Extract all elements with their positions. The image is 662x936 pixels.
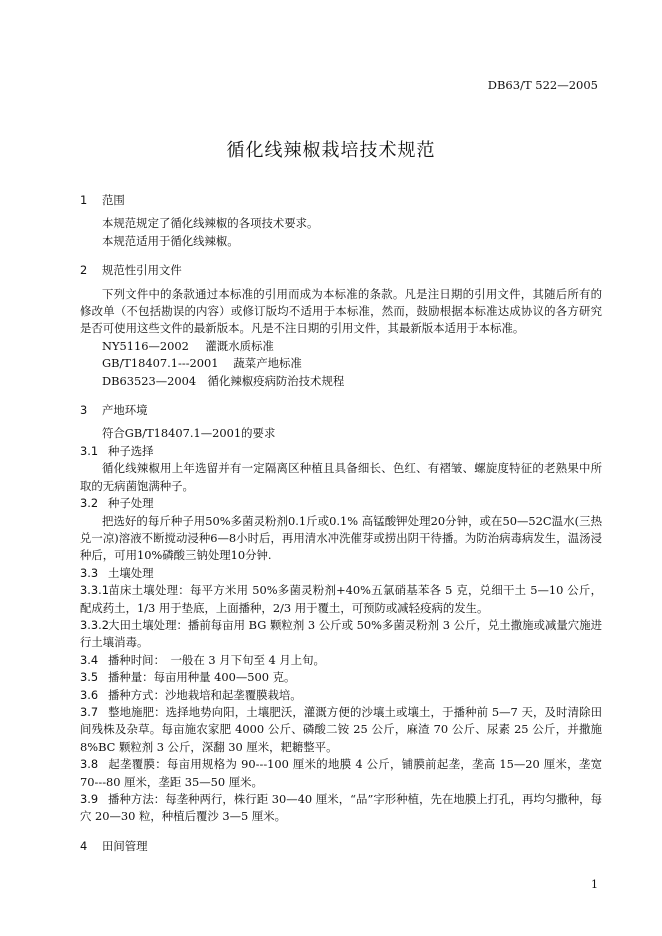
- reference-name: 循化辣椒疫病防治技术规程: [207, 373, 345, 388]
- section-1-heading: [80, 192, 602, 209]
- subsection-3-3-heading: [80, 565, 602, 582]
- clause-text: 起垄覆膜：每亩用规格为 90---100 厘米的地膜 4 公斤，铺膜前起垄，垄高 15—20 厘米，垄宽 70---80 厘米，垄距 35—50 厘米。: [80, 757, 602, 789]
- paragraph: 把选好的每斤种子用50%多菌灵粉剂0.1斤或0.1% 高锰酸钾处理20分钟，或在50—52C温水(三热兑一凉)溶液不断搅动浸种6—8小时后，再用清水冲洗催芽或捞出阴干待播。为防治病毒病发生，温汤浸种后，可用10%磷酸三钠处理10分钟.: [80, 513, 602, 563]
- clause-3-9: [80, 791, 602, 826]
- reference-code: DB63523—2004: [102, 373, 197, 388]
- reference-name: 蔬菜产地标准: [233, 356, 302, 371]
- clause-3-3-1: [80, 582, 602, 617]
- clause-number: 3.9: [80, 792, 99, 806]
- paragraph: 符合GB/T18407.1—2001的要求: [102, 426, 276, 441]
- clause-number: 3.4: [80, 652, 99, 667]
- section-4-heading: [80, 838, 602, 855]
- clause-number: 3.5: [80, 670, 99, 685]
- document-title: 循化线辣椒栽培技术规范: [226, 140, 436, 161]
- subsection-number: 3.1: [80, 443, 99, 458]
- section-number: 1: [80, 193, 88, 207]
- clause-3-3-2: [80, 617, 602, 652]
- page-number: 1: [591, 878, 598, 891]
- clause-text: 播种方式：沙地栽培和起垄覆膜栽培。: [108, 687, 302, 702]
- reference-item: [80, 355, 602, 372]
- clause-number: 3.8: [80, 757, 99, 772]
- subsection-title: 种子选择: [108, 443, 154, 458]
- subsection-number: 3.3: [80, 565, 99, 580]
- clause-3-8: [80, 756, 602, 791]
- section-number: 3: [80, 403, 88, 418]
- subsection-3-2-heading: [80, 495, 602, 512]
- paragraph: 本规范规定了循化线辣椒的各项技术要求。: [102, 216, 319, 231]
- clause-text: 播种时间： 一般在 3 月下旬至 4 月上旬。: [108, 652, 325, 667]
- clause-number: 3.6: [80, 687, 99, 702]
- subsection-number: 3.2: [80, 496, 99, 511]
- clause-number: 3.7: [80, 704, 99, 719]
- clause-3-5: [80, 669, 602, 686]
- reference-code: NY5116—2002: [102, 338, 189, 353]
- subsection-3-1-heading: [80, 443, 602, 460]
- section-title: 范围: [102, 193, 125, 207]
- reference-code: GB/T18407.1---2001: [102, 356, 219, 371]
- reference-name: 灌溉水质标准: [205, 338, 274, 353]
- section-number: 4: [80, 838, 88, 853]
- paragraph: 循化线辣椒用上年选留并有一定隔离区种植且具备细长、色红、有褶皱、螺旋度特征的老熟果中所取的无病菌饱满种子。: [80, 461, 602, 493]
- paragraph: 下列文件中的条款通过本标准的引用而成为本标准的条款。凡是注日期的引用文件，其随后所有的修改单（不包括勘误的内容）或修订版均不适用于本标准，然而，鼓励根据本标准达成协议的各方研究是否可使用这些文件的最新版本。凡是不注日期的引用文件，其最新版本适用于本标准。: [80, 286, 602, 336]
- section-3-heading: [80, 402, 602, 419]
- clause-text: 大田土壤处理：播前每亩用 BG 颗粒剂 3 公斤或 50%多菌灵粉剂 3 公斤，兑土撒施或减量穴施进行土壤消毒。: [80, 617, 602, 650]
- section-title: 规范性引用文件: [102, 263, 182, 278]
- clause-text: 苗床土壤处理：每平方米用 50%多菌灵粉剂+40%五氯硝基苯各 5 克，兑细干土 5—10 公斤，配成药土，1/3 用于垫底，上面播种，2/3 用于覆土，可预防或减轻疫病的发生。: [80, 583, 602, 615]
- subsection-title: 种子处理: [108, 496, 154, 511]
- clause-text: 播种方法：每垄种两行，株行距 30—40 厘米，“品”字形种植，先在地膜上打孔，再均匀撒种，每穴 20—30 粒，种植后覆沙 3—5 厘米。: [80, 792, 602, 824]
- clause-text: 整地施肥：选择地势向阳，土壤肥沃，灌溉方便的沙壤土或壤土，于播种前 5—7 天，及时清除田间残株及杂草。每亩施农家肥 4000 公斤、磷酸二铵 25 公斤，麻渣 70 公斤、尿素 25 公斤，并撒施 8%BC 颗粒剂 3 公斤，深翻 30 厘米，耙耱整平。: [80, 704, 602, 754]
- clause-number: 3.3.1: [80, 583, 109, 598]
- clause-3-7: [80, 704, 602, 756]
- section-title: 产地环境: [102, 403, 148, 418]
- clause-text: 播种量：每亩用种量 400—500 克。: [108, 670, 296, 685]
- clause-3-6: [80, 687, 602, 704]
- clause-3-4: [80, 652, 602, 669]
- subsection-title: 土壤处理: [108, 565, 154, 580]
- section-number: 2: [80, 263, 88, 278]
- section-title: 田间管理: [102, 838, 148, 853]
- reference-item: [80, 338, 602, 355]
- standard-code: DB63/T 522—2005: [487, 78, 598, 92]
- paragraph: 本规范适用于循化线辣椒。: [102, 233, 239, 248]
- clause-number: 3.3.2: [80, 617, 109, 632]
- reference-item: [80, 373, 602, 390]
- document-body: [80, 192, 602, 861]
- section-2-heading: [80, 262, 602, 279]
